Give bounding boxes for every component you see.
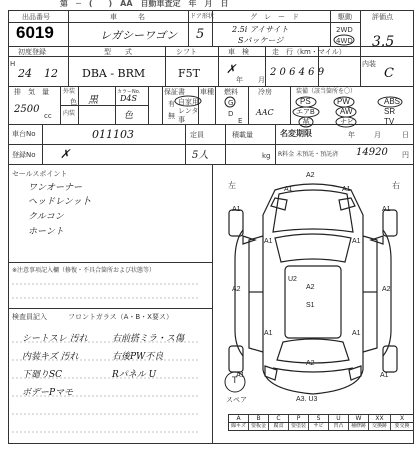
guarantee-yes: 有 (168, 100, 175, 108)
usage-option-private: 自家用 (178, 98, 199, 106)
sales-point-3: クルコン (28, 212, 64, 222)
fuel-label: 燃料 (224, 88, 238, 96)
reg-year: 24 (18, 67, 32, 80)
transfer-label: 名変期限 (280, 129, 312, 138)
first-reg-label: 初度登録 (18, 48, 46, 56)
doors-label: ドア形状 (190, 13, 214, 20)
damage-roof-front: U2 (288, 276, 297, 283)
diagram-left-label: 左 (228, 181, 236, 190)
damage-trunk: A2 (306, 360, 315, 367)
damage-rear-bumper: A3. U3 (296, 396, 318, 403)
grade-label: グ レ ー ド (250, 13, 299, 21)
inspector-note-3: 下廻りSC (22, 370, 63, 380)
transfer-day: 日 (402, 131, 409, 139)
inspection-label: 車 検 (228, 48, 249, 56)
mileage-label: 走 行（km・マイル） (272, 48, 346, 56)
equipment-ps: PS (300, 97, 311, 106)
top-strip: 第 ─ ( ) AA 自動車査定 年 月 日 (60, 0, 229, 8)
equipment-label: 装備（該当箇所を〇） (296, 88, 357, 95)
frame-number: 011103 (92, 128, 134, 141)
equipment-navi: ナビ (340, 119, 354, 126)
guarantee-label: 保証書 (164, 88, 185, 96)
color-label: 色 (70, 98, 77, 106)
inspector-note-4: ボデーPマモ (22, 388, 74, 398)
legend-code-w: W (349, 415, 369, 422)
fuel-d: D (228, 110, 234, 118)
usage-option-business: 事 (178, 116, 185, 124)
recycle-amount: 14920 (356, 147, 388, 158)
drive-label: 駆動 (338, 13, 352, 21)
inspector-label: 検査員記入 (12, 313, 47, 321)
damage-right-side: A2 (382, 286, 391, 293)
fuel-e: E (238, 117, 243, 125)
legend-name-a: 線キズ (229, 423, 249, 430)
reg-number: ✗ (60, 147, 71, 161)
equipment-airbag: エアB (296, 109, 315, 116)
interior-color-label: 内装 (63, 110, 76, 117)
aircon-value: AAC (256, 108, 274, 117)
usage-label: 車種 (200, 88, 214, 96)
score: 3.5 (372, 34, 395, 50)
damage-roof: A2 (306, 284, 315, 291)
interior-color: 色 (124, 111, 134, 121)
car-name-label: 車 名 (110, 13, 145, 21)
grade-line-2: Sパッケージ (238, 36, 284, 45)
legend-code-s: S (309, 415, 329, 422)
damage-right-front-door: A1 (352, 238, 361, 245)
score-label: 評価点 (372, 13, 393, 21)
damage-hood-left: A1 (284, 186, 293, 193)
equipment-pw: PW (337, 97, 350, 106)
lot-number-label: 出品番号 (22, 13, 50, 21)
sales-point-4: ホーント (28, 227, 64, 237)
displacement-cc: cc (44, 112, 52, 120)
capacity: 5人 (192, 150, 209, 161)
usage-private-circle (174, 95, 202, 107)
recycle-label: R料金 未預託・預託済 (278, 151, 339, 158)
legend-name-w: 補修跡 (349, 423, 369, 430)
legend-name-p: 要塗装 (289, 423, 309, 430)
legend-name-x: 要交換 (394, 423, 410, 429)
legend-name-u: 凹凸 (329, 423, 349, 430)
inspection: ✗ (226, 62, 237, 76)
mileage: 2 0 6 4 6 9 (270, 67, 325, 78)
load-label: 積載量 (232, 131, 253, 139)
equipment-leather: 革 (302, 118, 310, 127)
reg-month: 12 (44, 67, 58, 80)
damage-right-rear-door: A1 (352, 330, 361, 337)
transfer-month: 月 (374, 131, 381, 139)
drive-2wd: 2WD (336, 26, 353, 34)
damage-left-front-door: A1 (264, 238, 273, 245)
equipment-circles (292, 92, 412, 132)
legend-code-xx: XX (369, 415, 391, 422)
drive-4wd: 4WD (336, 37, 353, 45)
legend-name-b: 要板金 (249, 423, 269, 430)
drive-4wd-circle (332, 34, 356, 46)
legend-name-s: サビ (309, 423, 329, 430)
inspector-note-6: 右後PW不良 (112, 352, 164, 362)
legend-code-a: A (229, 415, 249, 422)
damage-right-quarter: A1 (380, 372, 389, 379)
damage-right-fender: A1 (382, 206, 391, 213)
legend-name-xx: 交換跡 (369, 423, 391, 430)
inspection-month-unit: 月 (258, 76, 265, 84)
grade-line-1: 2.5i アイサイト (232, 25, 289, 34)
damage-left-rear-door: A1 (264, 330, 273, 337)
equipment-sr: SR (384, 107, 396, 116)
inspector-note-7: Rパネル U (112, 370, 157, 380)
inspector-note-1: シートスレ 汚れ (22, 334, 88, 344)
interior-grade: C (384, 66, 394, 81)
legend-code-c: C (269, 415, 289, 422)
sales-points-label: セールスポイント (12, 170, 68, 178)
displacement-label: 排 気 量 (14, 88, 49, 96)
damage-left-quarter: A1 (236, 372, 245, 379)
fuel-g-circle (224, 96, 236, 108)
notes-label: ※注意事項記入欄（修復・不具合箇所および状態等） (12, 267, 156, 274)
era: H (10, 60, 16, 68)
model-code: DBA - BRM (82, 67, 146, 80)
frame-number-label: 車台No (12, 130, 36, 138)
exterior-color-label: 外装 (63, 88, 76, 95)
lot-number: 6019 (16, 23, 54, 42)
recycle-unit: 円 (402, 151, 409, 159)
damage-left-side: A2 (232, 286, 241, 293)
guarantee-no: 無 (168, 112, 175, 120)
doors: 5 (196, 27, 205, 42)
diagram-right-label: 右 (392, 181, 400, 190)
capacity-label: 定員 (190, 131, 204, 139)
damage-roof-center: S1 (306, 302, 315, 309)
car-name: レガシーワゴン (100, 29, 177, 42)
reg-number-label: 登録No (12, 151, 36, 159)
legend-name-c: 腐食 (269, 423, 289, 430)
sales-point-1: ワンオーナー (28, 183, 83, 193)
inspector-note-2: 内装キズ 汚れ (22, 352, 79, 362)
spare-label: スペア (226, 396, 247, 404)
aircon-label: 冷房 (258, 88, 272, 96)
legend-code-b: B (249, 415, 269, 422)
displacement: 2500 (14, 104, 40, 115)
damage-front-bumper: A2 (306, 172, 315, 179)
damage-left-fender: A1 (232, 206, 241, 213)
damage-hood-right: A1 (342, 186, 351, 193)
transfer-year: 年 (348, 131, 355, 139)
sales-point-2: ヘッドレンッ卜 (28, 197, 91, 207)
shift-label: シフト (176, 48, 197, 56)
model-label: 型 式 (104, 48, 132, 56)
exterior-code: D4S (120, 94, 137, 103)
legend-code-p: P (289, 415, 309, 422)
load-unit: kg (262, 152, 271, 160)
equipment-abs: ABS (384, 97, 401, 106)
inspection-year-unit: 年 (236, 76, 243, 84)
inspector-note-5: 右前搭ミラ・ス傷 (112, 334, 185, 344)
exterior-color: 黒 (88, 95, 98, 106)
legend-code-u: U (329, 415, 349, 422)
color-code-label: カラーNo. (117, 89, 141, 95)
front-glass-label: フロントガラス（A・B・X要ス） (68, 313, 173, 321)
spare-mark: T (232, 376, 238, 386)
equipment-tv: TV (384, 117, 395, 126)
interior-grade-label: 内装 (362, 60, 376, 68)
usage-option-rental: レンタ (178, 107, 199, 115)
fuel-g: G (228, 99, 234, 107)
equipment-aw: AW (340, 107, 353, 116)
legend-code-x: X (399, 415, 405, 422)
shift: F5T (178, 67, 200, 80)
